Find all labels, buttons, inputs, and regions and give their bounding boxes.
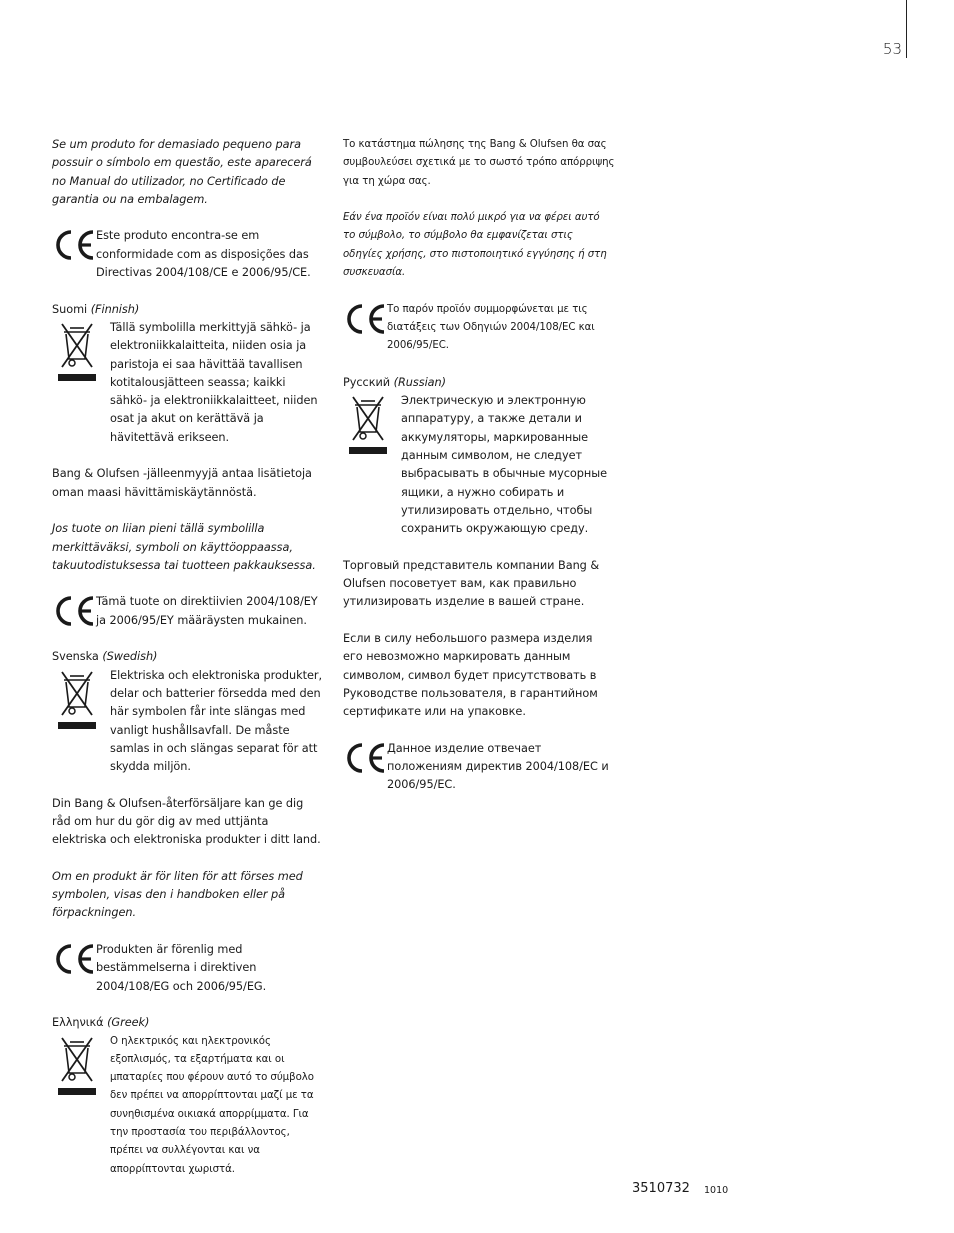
crossed-out-wheelie-bin-icon [52, 1035, 100, 1097]
el-weee-block [52, 1033, 324, 1179]
crossed-out-wheelie-bin-icon [52, 669, 100, 731]
sv-small-product-note: Om en produkt är för liten för att förses med symbolen, visas den i handboken eller på förpackningen. [52, 869, 303, 920]
sv-ce-text: Produkten är förenlig med bestämmelserna i direktiven 2004/108/EG och 2006/95/EG. [96, 943, 267, 993]
crossed-out-wheelie-bin-icon [52, 321, 100, 383]
ru-ce-text: Данное изделие отвечает положениям директив 2004/108/EC и 2006/95/EC. [387, 741, 609, 792]
right-column [343, 136, 615, 813]
ru-weee-block [343, 392, 615, 538]
fi-weee-text: Tällä symbolilla merkittyjä sähkö- ja elektroniikkalaitteita, niiden osia ja paristoja ei saa hävittää tavallisen kotitalousjätteen seassa; kaikki sähkö- ja elektroniikkalaitteet, niiden osat ja akut on kerättävä ja hävitettävä erikseen. [110, 320, 318, 444]
sv-heading [52, 648, 324, 666]
el-weee-text: Ο ηλεκτρικός και ηλεκτρονικός εξοπλισμός, τα εξαρτήματα και οι μπαταρίες που φέρουν αυτό το σύμβολο δεν πρέπει να απορρίπτονται μαζί με τα συνηθισμένα οικιακά απορρίμματα. Για την προστασία του περιβάλλοντος, πρέπει να συλλέγονται και να απορρίπτονται χωριστά. [110, 1035, 314, 1175]
document-date-code: 1010 [704, 1185, 729, 1196]
fi-dealer-text: Bang & Olufsen -jälleenmyyjä antaa lisätietoja oman maasi hävittämiskäytännöstä. [52, 467, 312, 499]
page-edge-rule [906, 0, 907, 58]
sv-heading-native: Svenska [52, 650, 99, 664]
el-small-product-note: Εάν ένα προϊόν είναι πολύ μικρό για να φέρει αυτό το σύμβολο, το σύμβολο θα εμφανίζεται στις οδηγίες χρήσης, στο πιστοποιητικό εγγύησης ή στη συσκευασία. [343, 212, 607, 279]
fi-heading-english: (Finnish) [90, 302, 140, 316]
sv-weee-text: Elektriska och elektroniska produkter, delar och batterier försedda med den här symbolen får inte slängas med vanligt hushållsavfall. De måste samlas in och slängas separat för att skydda miljön. [110, 668, 323, 774]
ru-dealer-text: Торговый представитель компании Bang & Olufsen посоветует вам, как правильно утилизировать изделие в вашей стране. [343, 558, 600, 609]
sv-dealer-text: Din Bang & Olufsen-återförsäljare kan ge dig råd om hur du gör dig av med uttjänta elektriska och elektroniska produkter i ditt land. [52, 796, 321, 847]
el-ce-text: Το παρόν προϊόν συμμορφώνεται με τις διατάξεις των Οδηγιών 2004/108/EC και 2006/95/EC. [387, 303, 595, 352]
page-number: 53 [882, 40, 902, 58]
ce-mark-icon [52, 594, 96, 628]
ru-weee-text: Электрическую и электронную аппаратуру, а также детали и аккумуляторы, маркированные данным символом, не следует выбрасывать в обычные мусорные ящики, а нужно собирать и утилизировать отдельно, чтобы сохранить окружающую среду. [401, 394, 608, 536]
weee-bar [58, 374, 96, 381]
ce-mark-icon [343, 741, 387, 775]
ce-mark-icon [52, 228, 96, 262]
weee-bar [58, 722, 96, 729]
el-ce-block [343, 301, 615, 356]
sv-ce-block [52, 941, 324, 996]
el-heading-native: Ελληνικά [52, 1016, 104, 1030]
weee-bar [349, 447, 387, 454]
el-heading-english: (Greek) [107, 1016, 150, 1030]
fi-ce-block [52, 593, 324, 630]
fi-small-product-note: Jos tuote on liian pieni tällä symbolilla merkittäväksi, symboli on käyttöoppaassa, takuutodistuksessa tai tuotteen pakkauksessa. [52, 522, 316, 572]
sv-weee-block [52, 667, 324, 777]
ru-heading-english: (Russian) [393, 375, 446, 389]
pt-ce-block [52, 227, 324, 282]
ru-heading-native: Русский [343, 375, 391, 389]
pt-ce-text: Este produto encontra-se em conformidade com as disposições das Directivas 2004/108/CE e 2006/95/CE. [96, 229, 311, 280]
pt-small-product-note: Se um produto for demasiado pequeno para possuir o símbolo em questão, este aparecerá no Manual do utilizador, no Certificado de garantia ou na embalagem. [52, 138, 312, 206]
crossed-out-wheelie-bin-icon [343, 394, 391, 456]
left-column [52, 136, 324, 1197]
document-code: 3510732 [632, 1181, 690, 1196]
el-dealer-text: Το κατάστημα πώλησης της Bang & Olufsen θα σας συμβουλεύσει σχετικά με το σωστό τρόπο απόρριψης για τη χώρα σας. [343, 139, 615, 187]
fi-weee-block [52, 319, 324, 447]
sv-heading-english: (Swedish) [102, 650, 158, 664]
ce-mark-icon [52, 942, 96, 976]
fi-heading [52, 301, 324, 319]
ce-mark-icon [343, 302, 387, 336]
el-heading [52, 1014, 324, 1032]
fi-heading-native: Suomi [52, 302, 88, 316]
ru-ce-block [343, 740, 615, 795]
ru-small-product-note: Если в силу небольшого размера изделия его невозможно маркировать данным символом, символ будет присутствовать в Руководстве пользователя, в гарантийном сертификате или на упаковке. [343, 632, 598, 719]
ru-heading [343, 374, 615, 392]
fi-ce-text: Tämä tuote on direktiivien 2004/108/EY ja 2006/95/EY määräysten mukainen. [96, 595, 318, 627]
weee-bar [58, 1088, 96, 1095]
